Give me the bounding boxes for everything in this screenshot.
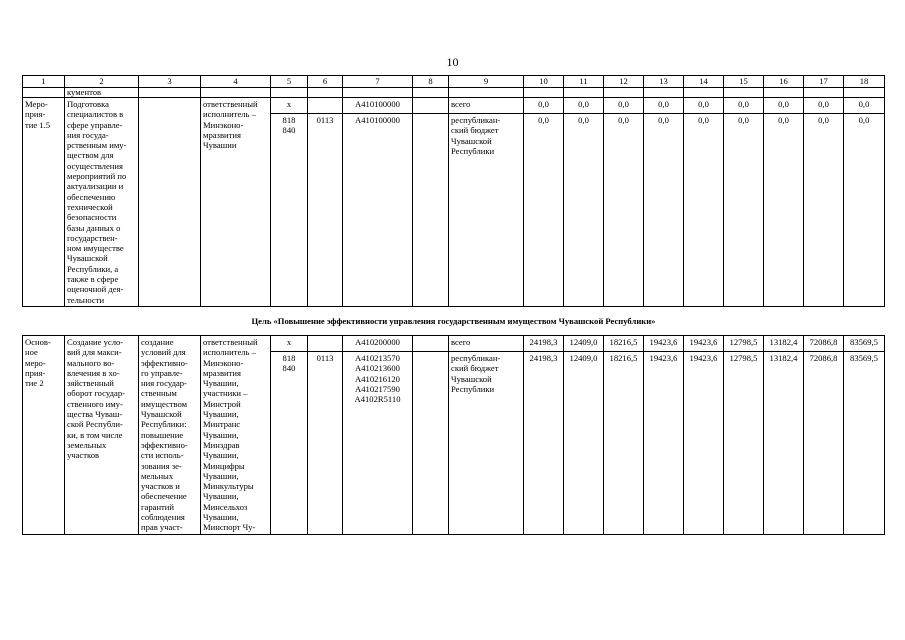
value-cell: 13182,4 — [764, 351, 804, 534]
measure-executor: ответственный исполнитель – Минэконо- мразвития Чувашии — [201, 98, 271, 307]
rzpr-cell — [308, 335, 343, 351]
value-cell: 0,0 — [844, 114, 885, 307]
funding-source: всего — [449, 335, 524, 351]
rzpr-cell: 0113 — [308, 351, 343, 534]
value-cell: 0,0 — [764, 98, 804, 114]
column-number: 17 — [804, 76, 844, 88]
column-number: 13 — [644, 76, 684, 88]
column-number: 11 — [564, 76, 604, 88]
goal-heading-row — [23, 306, 885, 335]
value-cell: 12409,0 — [564, 335, 604, 351]
value-cell: 0,0 — [604, 98, 644, 114]
funding-source: всего — [449, 98, 524, 114]
column-number: 14 — [684, 76, 724, 88]
value-cell: 24198,3 — [524, 351, 564, 534]
value-cell: 83569,5 — [844, 351, 885, 534]
value-cell: 0,0 — [604, 114, 644, 307]
value-cell: 0,0 — [644, 114, 684, 307]
vr-cell — [413, 98, 449, 114]
column-number: 1 — [23, 76, 65, 88]
program-table — [22, 75, 885, 535]
value-cell: 72086,8 — [804, 351, 844, 534]
value-cell: 0,0 — [764, 114, 804, 307]
measure-code: Основ- ное меро- прия- тие 2 — [23, 335, 65, 534]
measure-2-total-row — [23, 335, 885, 351]
grbs-cell: 818 840 — [271, 351, 308, 534]
value-cell: 13182,4 — [764, 335, 804, 351]
vr-cell — [413, 351, 449, 534]
column-number: 3 — [139, 76, 201, 88]
value-cell: 0,0 — [724, 98, 764, 114]
value-cell: 0,0 — [804, 114, 844, 307]
value-cell: 0,0 — [724, 114, 764, 307]
column-number: 4 — [201, 76, 271, 88]
value-cell: 19423,6 — [644, 351, 684, 534]
column-number: 15 — [724, 76, 764, 88]
value-cell: 12798,5 — [724, 335, 764, 351]
value-cell: 83569,5 — [844, 335, 885, 351]
value-cell: 0,0 — [684, 114, 724, 307]
column-number: 5 — [271, 76, 308, 88]
column-number: 10 — [524, 76, 564, 88]
grbs-cell: x — [271, 335, 308, 351]
value-cell: 19423,6 — [684, 335, 724, 351]
measure-goal: создание условий для эффективно- го управле- ния государ- ственным имуществом Чувашской Республики: повышение эффективно- сти исполь- зования зе- мельных участков и обеспечение гарантий соблюдения прав участ- — [139, 335, 201, 534]
value-cell: 19423,6 — [644, 335, 684, 351]
value-cell: 0,0 — [804, 98, 844, 114]
value-cell: 0,0 — [644, 98, 684, 114]
value-cell: 0,0 — [564, 98, 604, 114]
measure-executor: ответственный исполнитель – Минэконо- мразвития Чувашии, участники – Минстрой Чувашии, Минтранс Чувашии, Минздрав Чувашии, Минцифры Чувашии, Минкультуры Чувашии, Минсельхоз Чувашии, Минспорт Чу- — [201, 335, 271, 534]
value-cell: 72086,8 — [804, 335, 844, 351]
value-cell: 19423,6 — [684, 351, 724, 534]
carry-over-row — [23, 88, 885, 98]
value-cell: 18216,5 — [604, 351, 644, 534]
carry-over-text: кументов — [65, 88, 139, 98]
rzpr-cell: 0113 — [308, 114, 343, 307]
column-number: 16 — [764, 76, 804, 88]
column-number: 18 — [844, 76, 885, 88]
value-cell: 18216,5 — [604, 335, 644, 351]
csr-cell: A410100000 — [343, 98, 413, 114]
column-number: 7 — [343, 76, 413, 88]
measure-1-5-total-row — [23, 98, 885, 114]
measure-code: Меро- прия- тие 1.5 — [23, 98, 65, 307]
column-number: 12 — [604, 76, 644, 88]
value-cell: 0,0 — [564, 114, 604, 307]
column-number-row — [23, 76, 885, 88]
value-cell: 0,0 — [844, 98, 885, 114]
measure-name: Подготовка специалистов в сфере управле- ния госуда- рственным иму- ществом для осуществления мероприятий по актуализации и обеспечению технической безопасности базы данных о государствен- ном имуществе Чувашской Республики, а также в сфере оценочной дея- тельности — [65, 98, 139, 307]
column-number: 2 — [65, 76, 139, 88]
value-cell: 24198,3 — [524, 335, 564, 351]
vr-cell — [413, 114, 449, 307]
column-number: 6 — [308, 76, 343, 88]
csr-cell: A410200000 — [343, 335, 413, 351]
value-cell: 0,0 — [524, 114, 564, 307]
measure-name: Создание усло- вий для макси- мального во- влечения в хо- зяйственный оборот государ- ственного иму- щества Чуваш- ской Республи- ки, в том числе земельных участков — [65, 335, 139, 534]
column-number: 8 — [413, 76, 449, 88]
grbs-cell: x — [271, 98, 308, 114]
value-cell: 0,0 — [684, 98, 724, 114]
rzpr-cell — [308, 98, 343, 114]
column-number: 9 — [449, 76, 524, 88]
page-number: 10 — [446, 55, 459, 69]
csr-cell: A410213570 A410213600 A410216120 A410217590 A4102R5110 — [343, 351, 413, 534]
funding-source: республикан- ский бюджет Чувашской Республики — [449, 351, 524, 534]
value-cell: 12798,5 — [724, 351, 764, 534]
goal-heading: Цель «Повышение эффективности управления государственным имуществом Чувашской Республики» — [23, 306, 885, 335]
value-cell: 12409,0 — [564, 351, 604, 534]
value-cell: 0,0 — [524, 98, 564, 114]
vr-cell — [413, 335, 449, 351]
grbs-cell: 818 840 — [271, 114, 308, 307]
csr-cell: A410100000 — [343, 114, 413, 307]
measure-goal — [139, 98, 201, 307]
funding-source: республикан- ский бюджет Чувашской Республики — [449, 114, 524, 307]
